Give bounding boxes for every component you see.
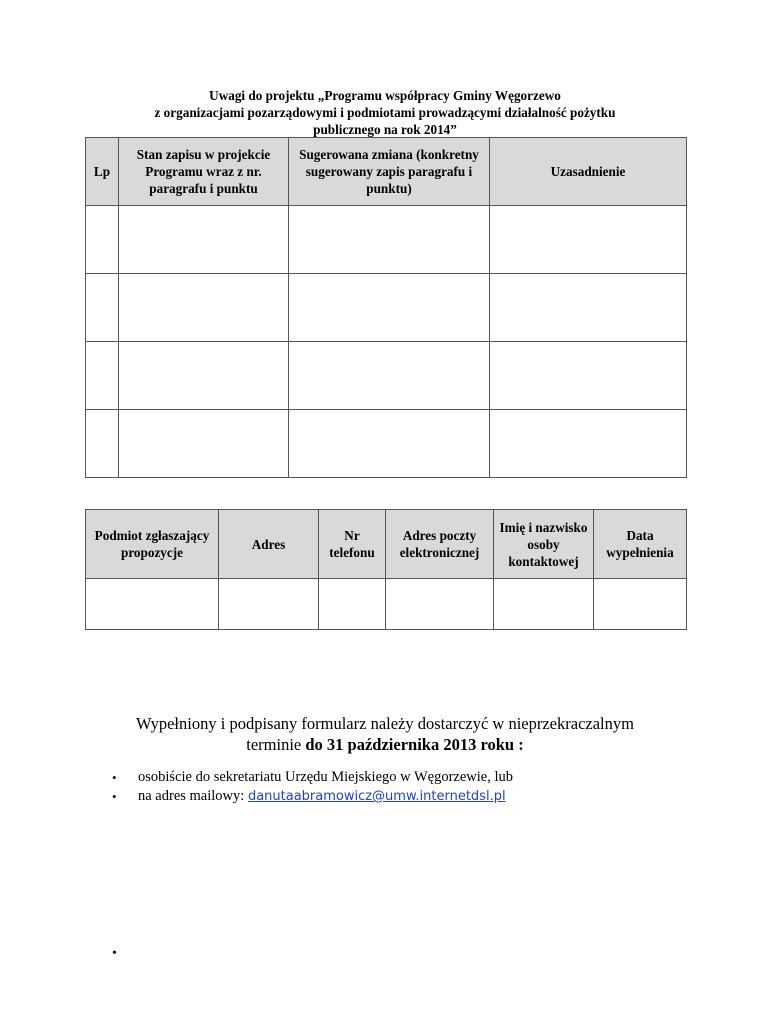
table-row: [86, 274, 687, 342]
cell-data[interactable]: [594, 579, 687, 630]
header-sugerowana-zmiana: Sugerowana zmiana (konkretny sugerowany zapis paragrafu i punktu): [289, 138, 490, 206]
header-data: Data wypełnienia: [594, 510, 687, 579]
title-line-2: z organizacjami pozarządowymi i podmiotami prowadzącymi działalność pożytku: [154, 105, 616, 120]
cell-telefon[interactable]: [319, 579, 386, 630]
header-podmiot: Podmiot zgłaszający propozycje: [86, 510, 219, 579]
header-uzasadnienie: Uzasadnienie: [490, 138, 687, 206]
delivery-options: [112, 768, 513, 806]
header-email: Adres poczty elektronicznej: [386, 510, 494, 579]
bullet-icon: •: [112, 946, 117, 961]
header-adres: Adres: [219, 510, 319, 579]
cell-stan[interactable]: [119, 410, 289, 478]
remarks-table-header: [86, 138, 687, 206]
cell-zmiana[interactable]: [289, 274, 490, 342]
cell-uzasadnienie[interactable]: [490, 206, 687, 274]
title-line-1: Uwagi do projektu „Programu współpracy Gminy Węgorzewo: [209, 88, 561, 103]
cell-zmiana[interactable]: [289, 410, 490, 478]
bullet-icon: •: [112, 789, 117, 804]
deadline-text: do 31 października 2013 roku :: [305, 735, 524, 754]
title-line-3: publicznego na rok 2014”: [313, 122, 457, 137]
remarks-table: [85, 137, 687, 478]
submission-notice: [90, 713, 680, 755]
cell-adres[interactable]: [219, 579, 319, 630]
list-item: [112, 787, 513, 806]
header-osoba-kontaktowa: Imię i nazwisko osoby kontaktowej: [494, 510, 594, 579]
header-lp: Lp: [86, 138, 119, 206]
bullet-icon: •: [112, 770, 117, 785]
cell-uzasadnienie[interactable]: [490, 274, 687, 342]
notice-line-1: Wypełniony i podpisany formularz należy dostarczyć w nieprzekraczalnym: [136, 714, 634, 733]
notice-line-2: [90, 734, 680, 755]
submitter-table: [85, 509, 687, 630]
table-row: [86, 342, 687, 410]
table-row: [86, 206, 687, 274]
cell-osoba[interactable]: [494, 579, 594, 630]
table-row: [86, 410, 687, 478]
delivery-in-person: osobiście do sekretariatu Urzędu Miejskiego w Węgorzewie, lub: [138, 769, 514, 785]
cell-stan[interactable]: [119, 274, 289, 342]
submitter-table-header: [86, 510, 687, 579]
cell-zmiana[interactable]: [289, 206, 490, 274]
header-telefon: Nr telefonu: [319, 510, 386, 579]
cell-podmiot[interactable]: [86, 579, 219, 630]
document-title: [90, 87, 680, 138]
table-row: [86, 579, 687, 630]
cell-zmiana[interactable]: [289, 342, 490, 410]
email-link[interactable]: danutaabramowicz@umw.internetdsl.pl: [247, 789, 506, 804]
delivery-email-label: na adres mailowy:: [138, 788, 248, 804]
header-stan-zapisu: Stan zapisu w projekcie Programu wraz z nr. paragrafu i punktu: [119, 138, 289, 206]
cell-lp[interactable]: [86, 274, 119, 342]
cell-stan[interactable]: [119, 342, 289, 410]
list-item: [112, 768, 513, 787]
cell-email[interactable]: [386, 579, 494, 630]
cell-stan[interactable]: [119, 206, 289, 274]
cell-lp[interactable]: [86, 342, 119, 410]
notice-prefix: terminie: [246, 735, 306, 754]
cell-uzasadnienie[interactable]: [490, 410, 687, 478]
cell-lp[interactable]: [86, 206, 119, 274]
cell-lp[interactable]: [86, 410, 119, 478]
cell-uzasadnienie[interactable]: [490, 342, 687, 410]
